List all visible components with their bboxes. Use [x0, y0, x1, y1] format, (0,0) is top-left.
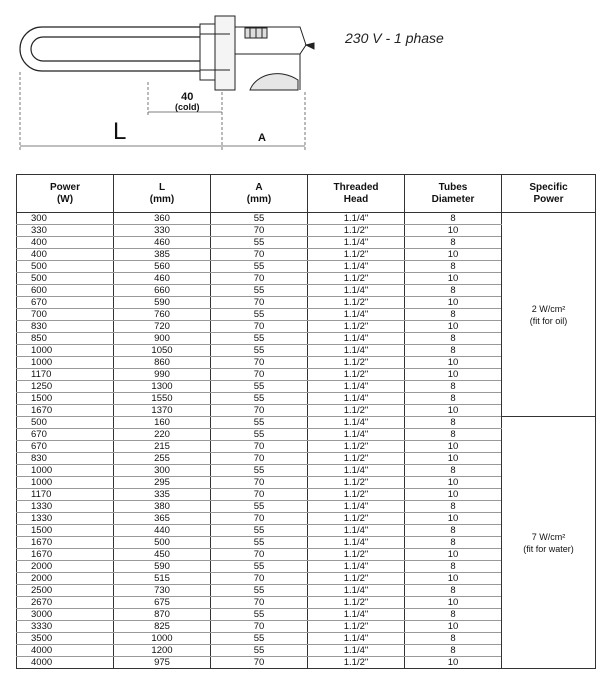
diameter-cell: 10	[405, 321, 502, 333]
a-cell: 70	[211, 357, 308, 369]
column-header-line: Head	[343, 193, 369, 205]
column-header-specific-power	[502, 175, 596, 213]
power-cell: 1000	[17, 477, 114, 489]
thread-cell: 1.1/2"	[308, 405, 405, 417]
power-cell: 1670	[17, 405, 114, 417]
a-cell: 70	[211, 249, 308, 261]
thread-cell: 1.1/2"	[308, 549, 405, 561]
column-header-line: L	[158, 181, 166, 193]
column-header-line: A	[255, 181, 263, 193]
a-cell: 70	[211, 489, 308, 501]
diameter-cell: 10	[405, 597, 502, 609]
thread-cell: 1.1/4"	[308, 417, 405, 429]
length-cell: 220	[114, 429, 211, 441]
specific-power-note: (fit for water)	[523, 543, 574, 554]
a-cell: 70	[211, 273, 308, 285]
specific-power-cell	[502, 417, 596, 669]
diameter-cell: 10	[405, 405, 502, 417]
power-cell: 1000	[17, 345, 114, 357]
column-header-line: Threaded	[333, 181, 379, 193]
a-cell: 55	[211, 645, 308, 657]
length-cell: 975	[114, 657, 211, 669]
power-cell: 1670	[17, 537, 114, 549]
threaded-head	[200, 16, 235, 90]
a-cell: 70	[211, 225, 308, 237]
thread-cell: 1.1/2"	[308, 225, 405, 237]
table-header-row	[17, 175, 596, 213]
length-cell: 160	[114, 417, 211, 429]
heating-tubes	[20, 27, 205, 71]
diameter-cell: 8	[405, 261, 502, 273]
power-cell: 2000	[17, 561, 114, 573]
length-cell: 335	[114, 489, 211, 501]
heater-diagram-svg	[0, 0, 613, 160]
length-cell: 590	[114, 297, 211, 309]
length-cell: 440	[114, 525, 211, 537]
diameter-cell: 8	[405, 585, 502, 597]
diameter-cell: 8	[405, 429, 502, 441]
diameter-cell: 8	[405, 285, 502, 297]
a-cell: 55	[211, 501, 308, 513]
diameter-cell: 8	[405, 309, 502, 321]
column-header-line: Diameter	[431, 193, 475, 205]
power-cell: 4000	[17, 645, 114, 657]
thread-cell: 1.1/2"	[308, 489, 405, 501]
diameter-cell: 8	[405, 633, 502, 645]
thread-cell: 1.1/2"	[308, 573, 405, 585]
power-cell: 1170	[17, 369, 114, 381]
inner-tube	[31, 37, 205, 61]
diameter-cell: 10	[405, 273, 502, 285]
thread-cell: 1.1/2"	[308, 477, 405, 489]
length-cell: 515	[114, 573, 211, 585]
length-cell: 450	[114, 549, 211, 561]
length-cell: 675	[114, 597, 211, 609]
phase-label: 230 V - 1 phase	[345, 30, 444, 46]
length-cell: 1370	[114, 405, 211, 417]
column-header-line: Tubes	[438, 181, 468, 193]
thread-cell: 1.1/4"	[308, 345, 405, 357]
a-cell: 70	[211, 453, 308, 465]
length-cell: 860	[114, 357, 211, 369]
diameter-cell: 10	[405, 453, 502, 465]
thread-cell: 1.1/4"	[308, 393, 405, 405]
length-cell: 560	[114, 261, 211, 273]
diameter-cell: 10	[405, 573, 502, 585]
heater-drawing	[0, 0, 613, 160]
diameter-cell: 8	[405, 465, 502, 477]
diameter-cell: 8	[405, 381, 502, 393]
column-header-line: Power	[49, 181, 80, 193]
a-cell: 55	[211, 525, 308, 537]
specific-power-value: 7 W/cm²	[531, 531, 566, 542]
a-cell: 70	[211, 441, 308, 453]
a-cell: 55	[211, 417, 308, 429]
length-cell: 255	[114, 453, 211, 465]
a-cell: 55	[211, 261, 308, 273]
diameter-cell: 8	[405, 393, 502, 405]
diameter-cell: 8	[405, 645, 502, 657]
diameter-cell: 10	[405, 249, 502, 261]
length-cell: 900	[114, 333, 211, 345]
length-cell: 360	[114, 213, 211, 225]
length-cell: 330	[114, 225, 211, 237]
thread-cell: 1.1/4"	[308, 261, 405, 273]
power-cell: 3000	[17, 609, 114, 621]
length-cell: 300	[114, 465, 211, 477]
thread-cell: 1.1/2"	[308, 249, 405, 261]
thread-cell: 1.1/2"	[308, 321, 405, 333]
column-header-line: Power	[533, 193, 564, 205]
power-cell: 850	[17, 333, 114, 345]
length-cell: 990	[114, 369, 211, 381]
specific-power-note: (fit for oil)	[529, 315, 568, 326]
length-cell: 590	[114, 561, 211, 573]
length-cell: 1300	[114, 381, 211, 393]
a-cell: 55	[211, 537, 308, 549]
a-cell: 55	[211, 633, 308, 645]
thread-cell: 1.1/4"	[308, 525, 405, 537]
thread-cell: 1.1/4"	[308, 429, 405, 441]
power-cell: 400	[17, 249, 114, 261]
diameter-cell: 8	[405, 213, 502, 225]
length-cell: 500	[114, 537, 211, 549]
thread-cell: 1.1/4"	[308, 237, 405, 249]
diameter-cell: 10	[405, 549, 502, 561]
length-cell: 1200	[114, 645, 211, 657]
length-cell: 870	[114, 609, 211, 621]
power-cell: 1000	[17, 357, 114, 369]
diameter-cell: 10	[405, 225, 502, 237]
a-cell: 55	[211, 381, 308, 393]
table-row	[17, 213, 596, 225]
diameter-cell: 10	[405, 657, 502, 669]
power-cell: 500	[17, 417, 114, 429]
a-cell: 70	[211, 369, 308, 381]
table-row	[17, 417, 596, 429]
power-cell: 300	[17, 213, 114, 225]
cold-zone-note: (cold)	[175, 102, 200, 112]
thread-cell: 1.1/2"	[308, 369, 405, 381]
diameter-cell: 10	[405, 477, 502, 489]
thread-cell: 1.1/2"	[308, 453, 405, 465]
power-cell: 1670	[17, 549, 114, 561]
column-header-tubes-diameter	[405, 175, 502, 213]
a-cell: 55	[211, 609, 308, 621]
length-cell: 460	[114, 273, 211, 285]
thread-cell: 1.1/4"	[308, 333, 405, 345]
a-cell: 55	[211, 309, 308, 321]
column-header-line: Specific	[529, 181, 568, 193]
column-header-line: (W)	[56, 193, 74, 205]
specific-power-value: 2 W/cm²	[531, 303, 566, 314]
length-cell: 825	[114, 621, 211, 633]
terminal-box	[235, 27, 314, 90]
diameter-cell: 8	[405, 537, 502, 549]
thread-cell: 1.1/4"	[308, 561, 405, 573]
power-cell: 3330	[17, 621, 114, 633]
length-cell: 1000	[114, 633, 211, 645]
length-cell: 720	[114, 321, 211, 333]
length-cell: 760	[114, 309, 211, 321]
power-cell: 670	[17, 429, 114, 441]
power-cell: 670	[17, 297, 114, 309]
diameter-cell: 8	[405, 345, 502, 357]
power-cell: 400	[17, 237, 114, 249]
a-cell: 70	[211, 573, 308, 585]
thread-cell: 1.1/2"	[308, 621, 405, 633]
thread-cell: 1.1/4"	[308, 537, 405, 549]
thread-cell: 1.1/4"	[308, 213, 405, 225]
length-cell: 385	[114, 249, 211, 261]
diameter-cell: 8	[405, 609, 502, 621]
thread-cell: 1.1/4"	[308, 633, 405, 645]
a-cell: 70	[211, 513, 308, 525]
outer-tube	[20, 27, 205, 71]
length-cell: 460	[114, 237, 211, 249]
diameter-cell: 10	[405, 369, 502, 381]
thread-cell: 1.1/4"	[308, 285, 405, 297]
a-cell: 55	[211, 465, 308, 477]
power-cell: 2000	[17, 573, 114, 585]
thread-cell: 1.1/2"	[308, 273, 405, 285]
a-cell: 55	[211, 333, 308, 345]
diameter-cell: 8	[405, 525, 502, 537]
column-header-power	[17, 175, 114, 213]
length-cell: 365	[114, 513, 211, 525]
a-cell: 70	[211, 549, 308, 561]
length-cell: 295	[114, 477, 211, 489]
column-header-a-length	[211, 175, 308, 213]
power-cell: 600	[17, 285, 114, 297]
a-cell: 70	[211, 321, 308, 333]
thread-cell: 1.1/2"	[308, 357, 405, 369]
table-header	[17, 175, 596, 213]
a-cell: 55	[211, 237, 308, 249]
dimension-a-label: A	[258, 132, 266, 144]
diameter-cell: 10	[405, 621, 502, 633]
a-cell: 70	[211, 297, 308, 309]
a-cell: 55	[211, 429, 308, 441]
a-cell: 55	[211, 213, 308, 225]
diameter-cell: 8	[405, 561, 502, 573]
power-cell: 330	[17, 225, 114, 237]
power-cell: 830	[17, 321, 114, 333]
thread-cell: 1.1/4"	[308, 585, 405, 597]
length-cell: 1550	[114, 393, 211, 405]
power-cell: 1500	[17, 393, 114, 405]
length-cell: 730	[114, 585, 211, 597]
power-cell: 1250	[17, 381, 114, 393]
a-cell: 70	[211, 597, 308, 609]
thread-cell: 1.1/2"	[308, 441, 405, 453]
a-cell: 55	[211, 561, 308, 573]
power-cell: 700	[17, 309, 114, 321]
specific-power-cell	[502, 213, 596, 417]
power-cell: 1500	[17, 525, 114, 537]
a-cell: 55	[211, 585, 308, 597]
cap-dome	[250, 74, 298, 90]
diameter-cell: 8	[405, 417, 502, 429]
power-cell: 1000	[17, 465, 114, 477]
a-cell: 70	[211, 405, 308, 417]
diameter-cell: 10	[405, 297, 502, 309]
column-header-line: (mm)	[246, 193, 272, 205]
column-header-threaded-head	[308, 175, 405, 213]
thread-cell: 1.1/2"	[308, 513, 405, 525]
diameter-cell: 10	[405, 489, 502, 501]
table-body	[17, 213, 596, 669]
power-cell: 2500	[17, 585, 114, 597]
power-cell: 1330	[17, 501, 114, 513]
a-cell: 70	[211, 621, 308, 633]
diameter-cell: 10	[405, 441, 502, 453]
cable-gland	[306, 43, 314, 49]
thread-cell: 1.1/4"	[308, 465, 405, 477]
a-cell: 55	[211, 393, 308, 405]
cold-zone-dimension	[175, 92, 200, 112]
length-cell: 660	[114, 285, 211, 297]
thread-cell: 1.1/4"	[308, 501, 405, 513]
a-cell: 55	[211, 345, 308, 357]
power-cell: 4000	[17, 657, 114, 669]
diameter-cell: 10	[405, 357, 502, 369]
length-cell: 215	[114, 441, 211, 453]
power-cell: 1330	[17, 513, 114, 525]
thread-cell: 1.1/4"	[308, 645, 405, 657]
power-cell: 500	[17, 273, 114, 285]
thread-cell: 1.1/2"	[308, 597, 405, 609]
thread-cell: 1.1/4"	[308, 309, 405, 321]
a-cell: 55	[211, 285, 308, 297]
cold-zone-value: 40	[181, 91, 194, 103]
head-flange	[215, 16, 235, 90]
power-cell: 500	[17, 261, 114, 273]
power-cell: 2670	[17, 597, 114, 609]
diameter-cell: 8	[405, 237, 502, 249]
power-cell: 830	[17, 453, 114, 465]
diameter-cell: 10	[405, 513, 502, 525]
column-header-line: (mm)	[149, 193, 175, 205]
a-cell: 70	[211, 477, 308, 489]
thread-cell: 1.1/4"	[308, 609, 405, 621]
thread-cell: 1.1/2"	[308, 657, 405, 669]
column-header-length	[114, 175, 211, 213]
dimension-l-label: L	[113, 118, 127, 145]
specifications-table	[16, 174, 596, 669]
power-cell: 1170	[17, 489, 114, 501]
length-cell: 1050	[114, 345, 211, 357]
diameter-cell: 8	[405, 501, 502, 513]
thread-cell: 1.1/4"	[308, 381, 405, 393]
length-cell: 380	[114, 501, 211, 513]
power-cell: 670	[17, 441, 114, 453]
a-cell: 70	[211, 657, 308, 669]
thread-cell: 1.1/2"	[308, 297, 405, 309]
power-cell: 3500	[17, 633, 114, 645]
diameter-cell: 8	[405, 333, 502, 345]
